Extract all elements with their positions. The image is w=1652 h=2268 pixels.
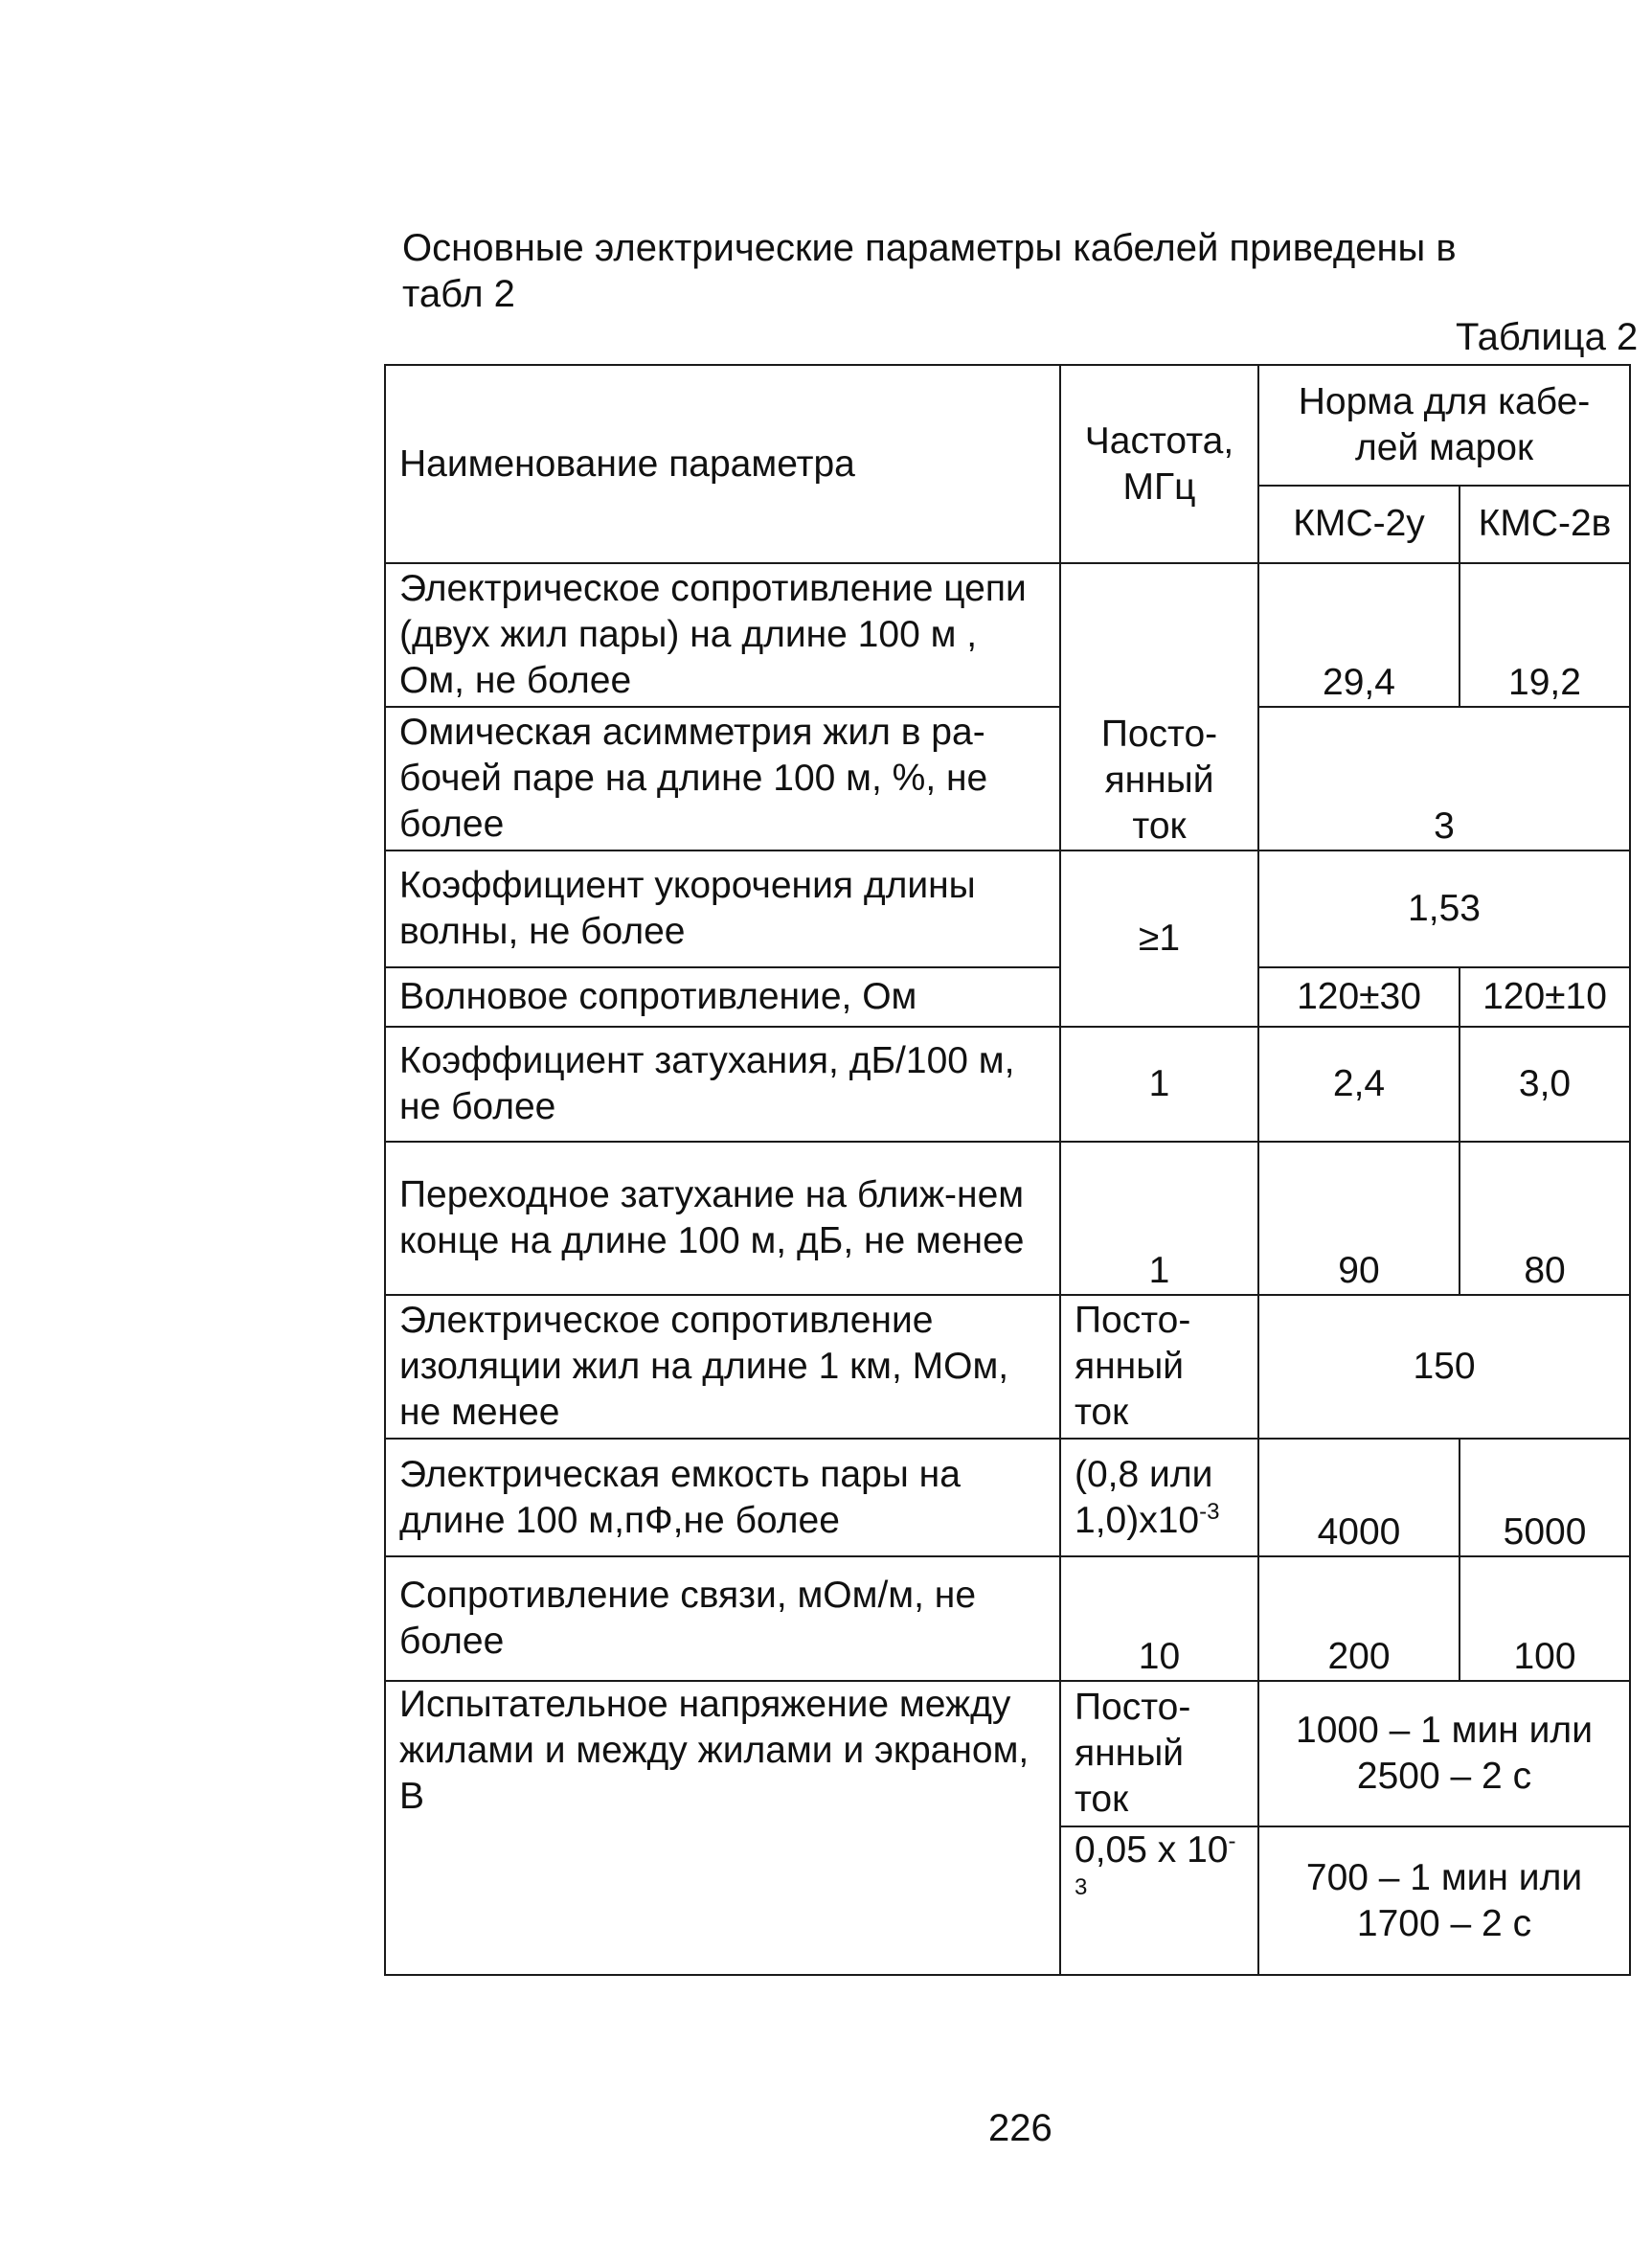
table-row [385, 707, 1630, 850]
row-value: 700 – 1 мин или 1700 – 2 с [1258, 1826, 1630, 1975]
row-value: 5000 [1460, 1439, 1630, 1556]
row-name: Волновое сопротивление, Ом [385, 967, 1060, 1027]
row-frequency: Посто-янный ток [1060, 1295, 1258, 1439]
header-norm: Норма для кабе-лей марок [1258, 365, 1630, 486]
table-row [385, 1681, 1630, 1826]
header-brand-kms-2u: КМС-2у [1258, 486, 1460, 563]
row-frequency: ≥1 [1060, 850, 1258, 1027]
table-caption: Таблица 2 [1456, 316, 1639, 358]
row-value: 100 [1460, 1556, 1630, 1681]
row-name: Коэффициент укорочения длины волны, не более [385, 850, 1060, 967]
row-value: 3 [1258, 707, 1630, 850]
row-value: 80 [1460, 1142, 1630, 1295]
row-frequency-exponent: -3 [1075, 1828, 1236, 1900]
header-param: Наименование параметра [385, 365, 1060, 563]
row-frequency: 1 [1060, 1142, 1258, 1295]
row-value: 120±30 [1258, 967, 1460, 1027]
row-name: Сопротивление связи, мОм/м, не более [385, 1556, 1060, 1681]
row-name: Электрическое сопротивление изоляции жил на длине 1 км, МОм, не менее [385, 1295, 1060, 1439]
table-row [385, 850, 1630, 967]
header-frequency: Частота, МГц [1060, 365, 1258, 563]
row-frequency-text: (0,8 или 1,0)х10 [1075, 1453, 1213, 1541]
row-value: 150 [1258, 1295, 1630, 1439]
row-value: 90 [1258, 1142, 1460, 1295]
row-frequency: Посто-янный ток [1060, 563, 1258, 850]
row-name: Переходное затухание на ближ-нем конце на длине 100 м, дБ, не менее [385, 1142, 1060, 1295]
row-frequency [1060, 1826, 1258, 1975]
row-value: 19,2 [1460, 563, 1630, 707]
row-value: 2,4 [1258, 1027, 1460, 1142]
table-row [385, 1295, 1630, 1439]
page-number: 226 [988, 2107, 1052, 2149]
table-row [385, 1556, 1630, 1681]
row-name: Электрическое сопротивление цепи (двух жил пары) на длине 100 м , Ом, не более [385, 563, 1060, 707]
row-frequency: 1 [1060, 1027, 1258, 1142]
row-name: Испытательное напряжение между жилами и между жилами и экраном, В [385, 1681, 1060, 1975]
row-value: 29,4 [1258, 563, 1460, 707]
intro-text: Основные электрические параметры кабелей приведены в [402, 227, 1457, 269]
table-row [385, 1142, 1630, 1295]
row-frequency-text: 0,05 х 10 [1075, 1829, 1229, 1871]
row-frequency: 10 [1060, 1556, 1258, 1681]
header-brand-kms-2v: КМС-2в [1460, 486, 1630, 563]
row-value: 3,0 [1460, 1027, 1630, 1142]
table-row [385, 1027, 1630, 1142]
row-frequency [1060, 1439, 1258, 1556]
row-value: 1,53 [1258, 850, 1630, 967]
parameters-table [384, 364, 1631, 1976]
table-row [385, 967, 1630, 1027]
table-row [385, 1439, 1630, 1556]
row-value: 4000 [1258, 1439, 1460, 1556]
row-name: Коэффициент затухания, дБ/100 м, не более [385, 1027, 1060, 1142]
intro-text-line2: табл 2 [402, 273, 515, 315]
row-frequency-exponent: -3 [1199, 1498, 1220, 1525]
row-value: 1000 – 1 мин или 2500 – 2 с [1258, 1681, 1630, 1826]
row-name: Электрическая емкость пары на длине 100 м,пФ,не более [385, 1439, 1060, 1556]
table-row [385, 563, 1630, 707]
row-value: 200 [1258, 1556, 1460, 1681]
row-name: Омическая асимметрия жил в ра-бочей паре на длине 100 м, %, не более [385, 707, 1060, 850]
row-frequency: Посто-янный ток [1060, 1681, 1258, 1826]
row-value: 120±10 [1460, 967, 1630, 1027]
